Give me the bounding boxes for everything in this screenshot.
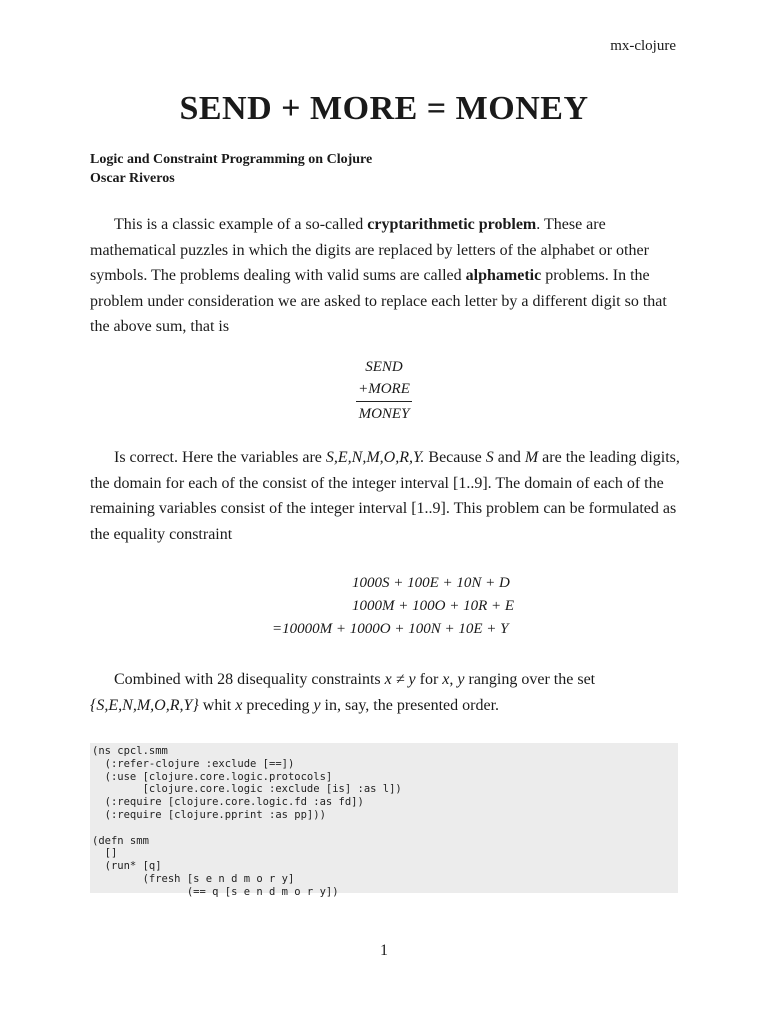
subtitle-topic: Logic and Constraint Programming on Clojure: [90, 152, 373, 167]
para3-set: {S,E,N,M,O,R,Y}: [90, 696, 199, 714]
para3-text2: for: [415, 671, 443, 688]
para3-text3: ranging over the set: [464, 671, 596, 688]
fraction-rule: [356, 401, 412, 402]
code-line: (fresh [s e n d m o r y]: [92, 872, 295, 885]
fraction-line-send: SEND: [365, 359, 403, 375]
code-line: (defn smm: [92, 834, 149, 847]
subtitle-author: Oscar Riveros: [90, 171, 175, 186]
para1-text3: problems. In the problem under consideration we are asked to replace each letter by a different digit so that the above sum, that is: [90, 267, 667, 335]
para2-variables: S,E,N,M,O,R,Y.: [325, 449, 425, 466]
para2-text1: Is correct. Here the variables are: [114, 449, 326, 466]
code-line: (ns cpcl.smm: [92, 745, 168, 757]
page-title: SEND + MORE = MONEY: [179, 90, 589, 127]
code-line: (== q [s e n d m o r y]): [92, 885, 339, 898]
para1-text1: This is a classic example of a so-called: [114, 216, 368, 233]
equation-row-1: 1000S + 100E + 10N + D: [352, 575, 510, 591]
subtitle-block: [90, 150, 372, 188]
para2-var-m: M: [524, 449, 539, 466]
paragraph-intro: [90, 212, 680, 340]
fraction-line-money: MONEY: [358, 406, 410, 422]
code-line: (:require [clojure.core.logic.fd :as fd]): [92, 796, 364, 809]
para3-y: y: [313, 696, 321, 714]
fraction-line-more: +MORE: [358, 381, 410, 397]
para1-bold-alphametic: alphametic: [465, 267, 542, 284]
paragraph-disequality: [90, 667, 680, 718]
running-header: mx-clojure: [610, 38, 676, 54]
equation-row-2: 1000M + 100O + 10R + E: [352, 598, 515, 614]
code-line: (:use [clojure.core.logic.protocols]: [92, 770, 333, 783]
para2-text4: are the leading digits, the domain for each of the consist of the integer interval [1..9]. The domain of each of the remaining variables consist of the integer interval [1..9]. This problem can be formulated as the equality constraint: [90, 449, 680, 543]
code-block[interactable]: [90, 743, 678, 898]
sum-fraction: [0, 356, 768, 425]
code-line: (:refer-clojure :exclude [==]): [92, 757, 295, 770]
para3-x: x: [235, 696, 243, 714]
para3-xy: x, y: [442, 671, 465, 688]
code-line: []: [92, 847, 118, 860]
paragraph-variables: [90, 445, 680, 547]
page-number: 1: [380, 942, 388, 959]
para3-text4: whit: [198, 696, 236, 714]
equality-constraint: [272, 572, 514, 641]
equation-equals: =: [272, 621, 283, 637]
para1-bold-term: cryptarithmetic problem: [367, 216, 537, 233]
code-line: [clojure.core.logic :exclude [is] :as l]): [92, 783, 402, 796]
code-line: [92, 822, 678, 835]
para3-text5: preceding: [242, 696, 314, 714]
para3-inequality: x ≠ y: [384, 671, 416, 688]
para3-text6: in, say, the presented order.: [320, 696, 500, 714]
para3-text1: Combined with 28 disequality constraints: [114, 671, 385, 688]
para2-text2: Because: [424, 449, 486, 466]
para2-var-s: S: [485, 449, 494, 466]
para1-text2: . These are mathematical puzzles in which the digits are replaced by letters of the alphabet or other symbols. The problems dealing with valid sums are called: [90, 216, 649, 284]
equation-row-3: 10000M + 1000O + 100N + 10E + Y: [282, 621, 509, 637]
para2-text3: and: [493, 449, 525, 466]
code-line: (:require [clojure.pprint :as pp])): [92, 808, 326, 821]
code-line: (run* [q]: [92, 860, 162, 873]
